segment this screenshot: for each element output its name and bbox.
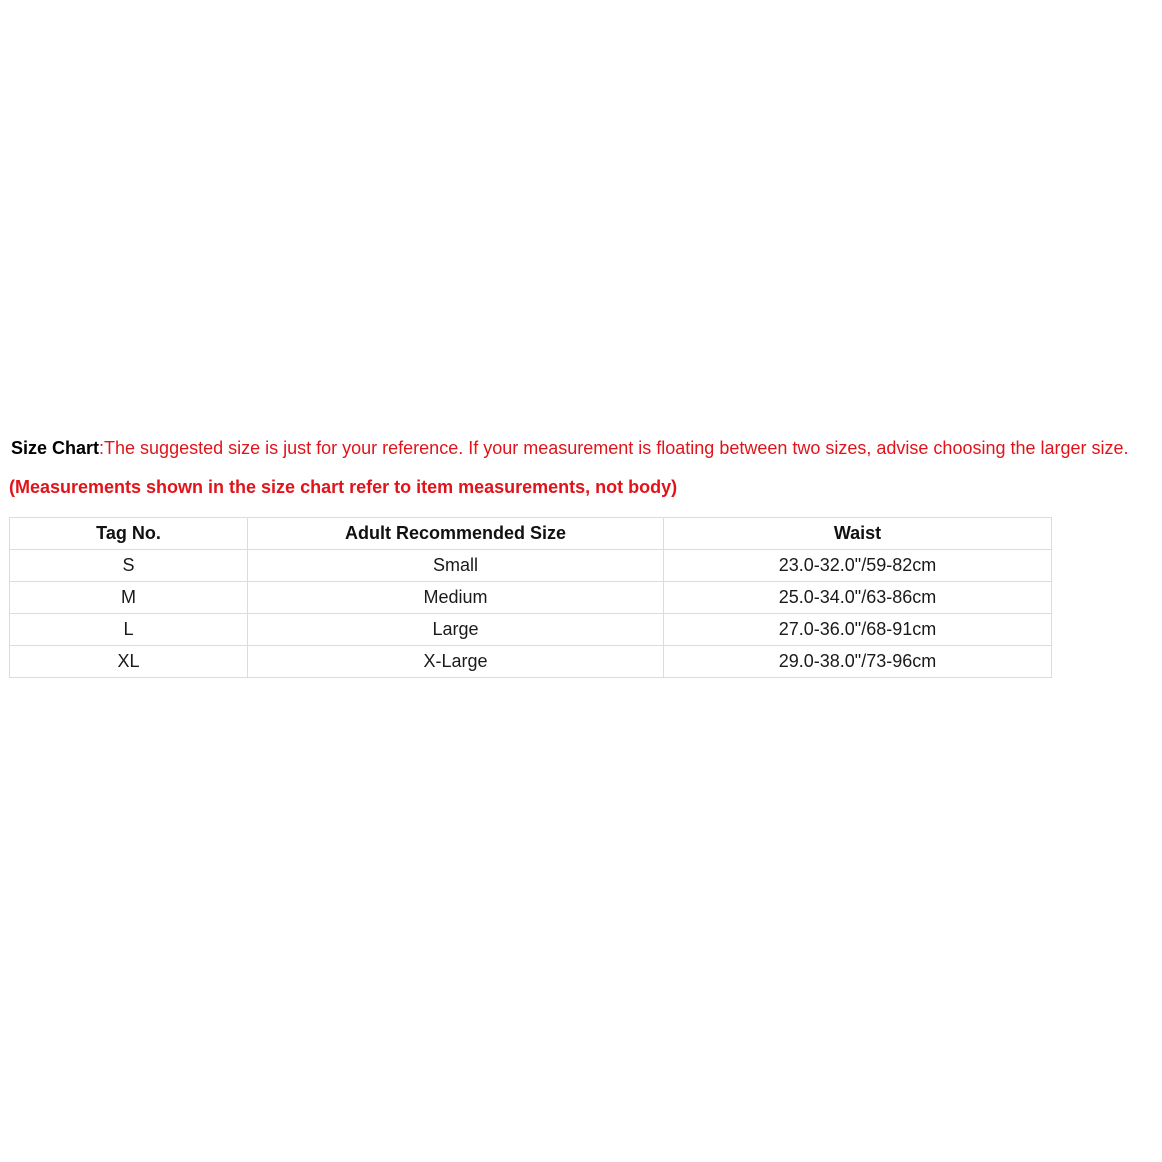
cell-waist: 23.0-32.0"/59-82cm xyxy=(664,550,1052,582)
cell-tag: L xyxy=(10,614,248,646)
size-table xyxy=(9,517,1052,678)
cell-size: X-Large xyxy=(248,646,664,678)
cell-waist: 27.0-36.0"/68-91cm xyxy=(664,614,1052,646)
table-row xyxy=(10,646,1052,678)
table-header-row xyxy=(10,518,1052,550)
cell-tag: XL xyxy=(10,646,248,678)
cell-tag: S xyxy=(10,550,248,582)
table-row xyxy=(10,550,1052,582)
cell-size: Medium xyxy=(248,582,664,614)
cell-waist: 29.0-38.0"/73-96cm xyxy=(664,646,1052,678)
cell-size: Large xyxy=(248,614,664,646)
size-chart-note xyxy=(11,436,1129,460)
header-tag-no: Tag No. xyxy=(10,518,248,550)
measurement-note: (Measurements shown in the size chart refer to item measurements, not body) xyxy=(9,477,678,497)
header-adult-size: Adult Recommended Size xyxy=(248,518,664,550)
header-waist: Waist xyxy=(664,518,1052,550)
cell-size: Small xyxy=(248,550,664,582)
table-row xyxy=(10,614,1052,646)
cell-tag: M xyxy=(10,582,248,614)
size-chart-note-text: :The suggested size is just for your reference. If your measurement is floating between two sizes, advise choosing the larger size. xyxy=(99,438,1129,458)
size-chart-label: Size Chart xyxy=(11,438,100,458)
cell-waist: 25.0-34.0"/63-86cm xyxy=(664,582,1052,614)
table-row xyxy=(10,582,1052,614)
